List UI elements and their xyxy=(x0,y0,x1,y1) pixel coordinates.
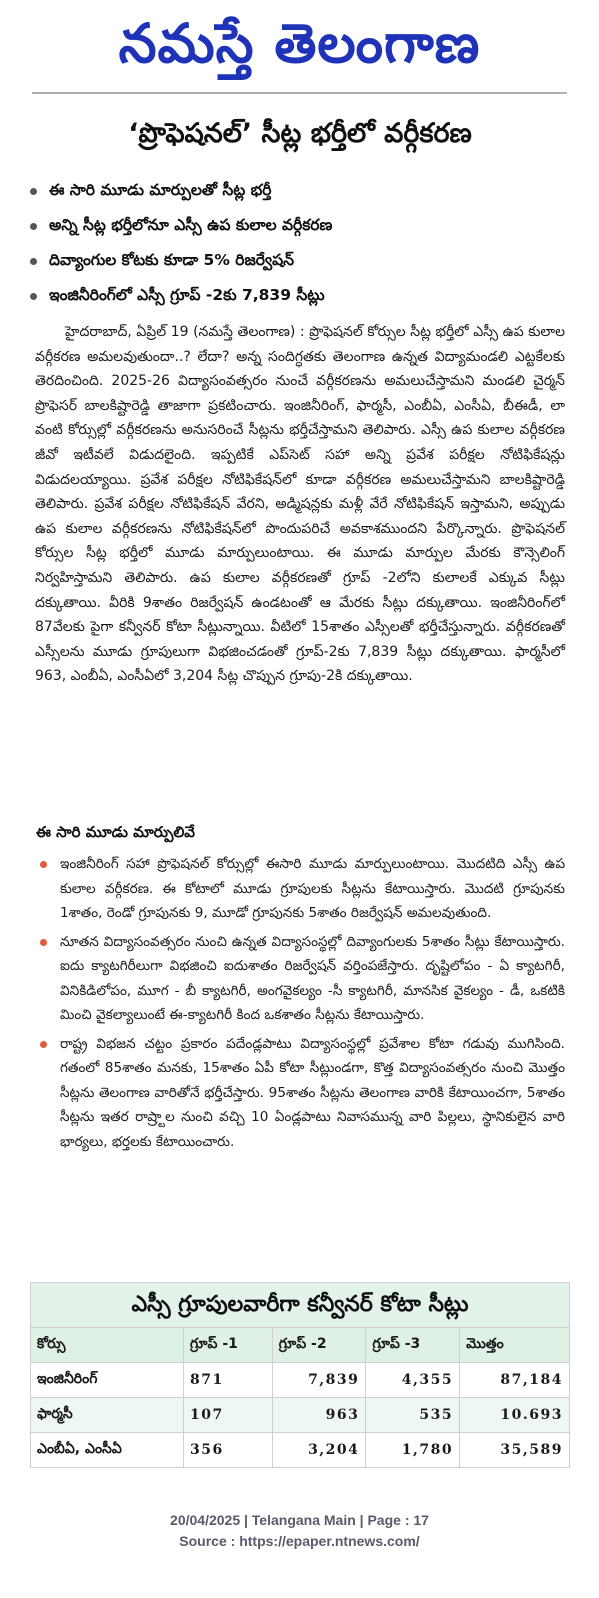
footer-date-line: 20/04/2025 | Telangana Main | Page : 17 xyxy=(170,1512,429,1528)
table-cell: 1,780 xyxy=(366,1433,460,1468)
table-cell: 7,839 xyxy=(272,1363,366,1398)
bullet-icon xyxy=(30,258,37,265)
table-cell: 963 xyxy=(272,1398,366,1433)
masthead: నమస్తే తెలంగాణ xyxy=(118,11,481,75)
header-cell: గ్రూప్ -2 xyxy=(272,1328,366,1363)
table-cell: 3,204 xyxy=(272,1433,366,1468)
masthead-divider xyxy=(32,92,567,94)
bullet-icon xyxy=(40,939,47,946)
footer-source-link[interactable]: Source : https://epaper.ntnews.com/ xyxy=(179,1533,420,1549)
headline: ‘ప్రొఫెషనల్’ సీట్ల భర్తీలో వర్గీకరణ xyxy=(128,118,472,149)
highlights-list xyxy=(30,174,570,314)
table-row xyxy=(31,1363,569,1398)
change-item: నూతన విద్యాసంవత్సరం నుంచి ఉన్నత విద్యాసంస్థల్లో దివ్యాంగులకు 5శాతం సీట్లు కేటాయిస్తారు. ఐదు క్యాటగిరీలుగా విభజించి ఐదుశాతం రిజర్వేషన్ వర్తింపజేస్తారు. దృష్టిలోపం - ఏ క్యాటగిరీ, వినికిడిలోపం, మూగ - బీ క్యాటగిరీ, అంగవైకల్యం -సీ క్యాటగిరీ, మానసిక వైకల్యం - డీ, ఒకటికి మించి వైకల్యాలుంటే ఈ-క్యాటగిరీ కింద ఒకశాతం సీట్లను కేటాయిస్తారు. xyxy=(40,930,565,1028)
article-body xyxy=(35,320,565,689)
table-cell: ఇంజినీరింగ్ xyxy=(31,1363,184,1398)
table-cell: 535 xyxy=(366,1398,460,1433)
header-cell: కోర్సు xyxy=(31,1328,184,1363)
table-cell: ఫార్మసీ xyxy=(31,1398,184,1433)
changes-list xyxy=(40,852,565,1158)
table-title: ఎస్సీ గ్రూపులవారీగా కన్వీనర్ కోటా సీట్లు xyxy=(31,1283,569,1327)
table-row xyxy=(31,1433,569,1468)
highlight-item: ఇంజినీరింగ్‌లో ఎస్సీ గ్రూప్ -2కు 7,839 సీట్లు xyxy=(30,279,570,314)
section-subhead: ఈ సారి మూడు మార్పులివే xyxy=(36,823,195,841)
highlight-item: దివ్యాంగుల కోటకు కూడా 5% రిజర్వేషన్ xyxy=(30,244,570,279)
header-cell: మొత్తం xyxy=(460,1328,569,1363)
bullet-icon xyxy=(40,861,47,868)
table-cell: 871 xyxy=(184,1363,273,1398)
table-cell: 356 xyxy=(184,1433,273,1468)
page-footer xyxy=(0,1510,599,1552)
header-cell: గ్రూప్ -1 xyxy=(184,1328,273,1363)
highlight-item: ఈ సారి మూడు మార్పులతో సీట్ల భర్తీ xyxy=(30,174,570,209)
change-item: ఇంజినీరింగ్ సహా ప్రొఫెషనల్ కోర్సుల్లో ఈసారి మూడు మార్పులుంటాయి. మొదటిది ఎస్సీ ఉప కులాల వర్గీకరణ. ఈ కోటాలో మూడు గ్రూపులకు సీట్లను కేటాయిస్తారు. మొదటి గ్రూపునకు 1శాతం, రెండో గ్రూపునకు 9, మూడో గ్రూపునకు 5శాతం రిజర్వేషన్ అమలవుతుంది. xyxy=(40,852,565,926)
table-row xyxy=(31,1398,569,1433)
table-cell: 87,184 xyxy=(460,1363,569,1398)
bullet-icon xyxy=(30,188,37,195)
table-cell: 4,355 xyxy=(366,1363,460,1398)
table-cell: ఎంబీఏ, ఎంసీఏ xyxy=(31,1433,184,1468)
bullet-icon xyxy=(40,1041,47,1048)
article-paragraph: హైదరాబాద్, ఏప్రిల్ 19 (నమస్తే తెలంగాణ) : ప్రొఫెషనల్ కోర్సుల సీట్ల భర్తీలో ఎస్సీ ఉప కులాల వర్గీకరణ అమలవుతుందా..? లేదా? అన్న సందిగ్ధతకు తెలంగాణ ఉన్నత విద్యామండలి ఎట్టకేలకు తెరదించింది. 2025-26 విద్యాసంవత్సరం నుంచే వర్గీకరణను అమలుచేస్తామని మండలి చైర్మన్ ప్రొఫెసర్ బాలకిష్టారెడ్డి తాజాగా ప్రకటించారు. ఇంజినీరింగ్, ఫార్మసీ, ఎంబీఏ, ఎంసీఏ, బీఈడీ, లా వంటి కోర్సుల్లో వర్గీకరణను అనుసరించే సీట్లను భర్తీచేస్తామని తెలిపారు. ఎస్సీ ఉప కులాల వర్గీకరణ జీవో ఇటీవలే విడుదలైంది. ఇప్పటికే ఎప్‌సెట్ సహా అన్ని ప్రవేశ పరీక్షల నోటిఫికేషన్లు విడుదలయ్యాయి. ప్రవేశ పరీక్షల నోటిఫికేషన్‌లో కూడా వర్గీకరణ అమలుచేస్తామని బాలకిష్టారెడ్డి తెలిపారు. ప్రవేశ పరీక్షల నోటిఫికేషన్ వేరని, అడ్మిషన్లకు మళ్లీ వేరే నోటిఫికేషన్ ఇస్తామని, అప్పుడు ఉప కులాల వర్గీకరణను నోటిఫికేషన్‌లో పొందుపరిచే అవకాశముందని పేర్కొన్నారు. ప్రొఫెషనల్ కోర్సుల సీట్ల భర్తీలో మూడు మార్పులుంటాయి. ఈ మూడు మార్పుల మేరకు కౌన్సెలింగ్ నిర్వహిస్తామని తెలిపారు. ఉప కులాల వర్గీకరణతో గ్రూప్ -2లోని కులాలకే ఎక్కువ సీట్లు దక్కుతాయి. వీరికి 9శాతం రిజర్వేషన్ ఉండటంతో ఆ మేరకు సీట్లు దక్కుతాయి. ఇంజినీరింగ్‌లో 87వేలకు పైగా కన్వీనర్ కోటా సీట్లున్నాయి. వీటిలో 15శాతం ఎస్సీలతో భర్తీచేస్తున్నారు. వర్గీకరణతో ఎస్సీలను మూడు గ్రూపులుగా విభజించడంతో గ్రూప్-2కు 7,839 సీట్లు దక్కుతాయి. ఫార్మసీలో 963, ఎంబీఏ, ఎంసీఏలో 3,204 సీట్ల చొప్పున గ్రూపు-2కి దక్కుతాయి. xyxy=(35,324,565,685)
bullet-icon xyxy=(30,223,37,230)
highlight-item: అన్ని సీట్ల భర్తీలోనూ ఎస్సీ ఉప కులాల వర్గీకరణ xyxy=(30,209,570,244)
bullet-icon xyxy=(30,293,37,300)
table-cell: 107 xyxy=(184,1398,273,1433)
seats-grid xyxy=(31,1327,569,1467)
seats-table xyxy=(30,1282,570,1468)
table-header-row xyxy=(31,1328,569,1363)
change-item: రాష్ట్ర విభజన చట్టం ప్రకారం పదేండ్లపాటు విద్యాసంస్థల్లో ప్రవేశాల కోటా గడువు ముగిసింది. గతంలో 85శాతం మనకు, 15శాతం ఏపీ కోటా సీట్లుండగా, కొత్త విద్యాసంవత్సరం నుంచి మొత్తం సీట్లను తెలంగాణ వారితోనే భర్తీచేస్తారు. 95శాతం సీట్లను తెలంగాణ వారికి కేటాయించగా, 5శాతం సీట్లను ఇతర రాష్ర్టాల నుంచి వచ్చి 10 ఏండ్లపాటు నివాసమున్న వారి పిల్లలు, స్థానికులైన వారి భార్యలు, భర్తలకు కేటాయించారు. xyxy=(40,1032,565,1155)
header-cell: గ్రూప్ -3 xyxy=(366,1328,460,1363)
table-cell: 35,589 xyxy=(460,1433,569,1468)
table-cell: 10.693 xyxy=(460,1398,569,1433)
